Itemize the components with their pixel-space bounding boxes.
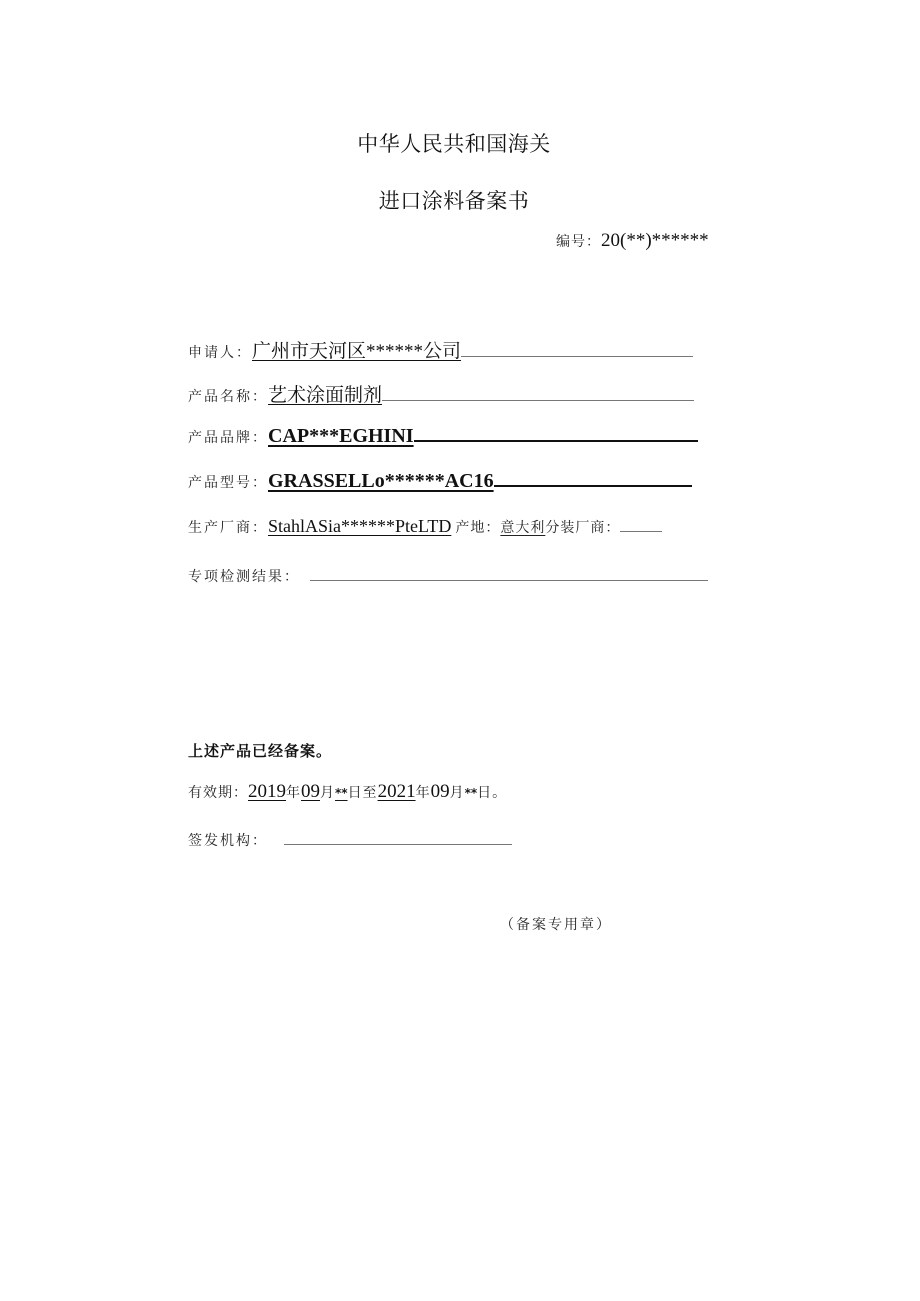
model-label: 产品型号： xyxy=(188,475,268,491)
seal-caption: （备案专用章） xyxy=(500,917,612,933)
start-year-char: 年 xyxy=(286,785,301,801)
applicant-row xyxy=(188,336,693,363)
number-label: 编号： xyxy=(556,234,601,250)
manufacturer-label: 生产厂商： xyxy=(188,520,268,536)
applicant-label: 申请人： xyxy=(188,345,252,361)
issuer-label: 签发机构： xyxy=(188,833,268,849)
validity-row xyxy=(188,781,507,803)
document-title: 中华人民共和国海关 xyxy=(357,132,551,156)
brand-value: CAP***EGHINI xyxy=(268,425,414,447)
origin-label: 产地： xyxy=(455,520,501,536)
test-result-label: 专项检测结果： xyxy=(188,569,300,585)
applicant-value: 广州市天河区******公司 xyxy=(252,341,462,362)
brand-row xyxy=(188,425,698,448)
model-row xyxy=(188,470,692,493)
end-day: ** xyxy=(464,786,478,800)
packager-label: 分装厂商： xyxy=(545,520,621,536)
product-name-value: 艺术涂面制剂 xyxy=(268,385,383,406)
filed-statement: 上述产品已经备案。 xyxy=(188,742,333,760)
document-subtitle: 进口涂料备案书 xyxy=(378,189,530,213)
packager-fill-line xyxy=(620,531,662,532)
start-month-char: 月 xyxy=(320,785,335,801)
end-year-char: 年 xyxy=(415,785,431,801)
applicant-fill-line xyxy=(461,356,693,357)
origin-value: 意大利 xyxy=(500,520,546,536)
number-value: 20(**)****** xyxy=(601,230,709,251)
document-number xyxy=(556,230,709,252)
issuer-fill-line xyxy=(284,844,512,845)
end-month-char: 月 xyxy=(449,785,465,801)
start-day-char: 日至 xyxy=(347,785,378,801)
product-name-fill-line xyxy=(382,400,694,401)
end-month: 09 xyxy=(430,781,450,802)
manufacturer-row xyxy=(188,516,662,537)
product-name-label: 产品名称： xyxy=(188,389,268,405)
manufacturer-value: StahlASia******PteLTD xyxy=(268,516,452,536)
model-fill-line xyxy=(494,485,692,487)
test-result-row xyxy=(188,566,708,586)
end-day-char: 日。 xyxy=(477,785,508,801)
test-result-fill-line xyxy=(310,580,708,581)
product-name-row xyxy=(188,380,694,407)
brand-fill-line xyxy=(414,440,698,442)
validity-label: 有效期： xyxy=(188,785,248,801)
issuer-row xyxy=(188,830,512,850)
model-value: GRASSELLo******AC16 xyxy=(268,470,494,492)
brand-label: 产品品牌： xyxy=(188,430,268,446)
start-year: 2019 xyxy=(248,781,286,802)
end-year: 2021 xyxy=(377,781,416,802)
start-month: 09 xyxy=(301,781,320,802)
start-day: ** xyxy=(335,786,348,800)
